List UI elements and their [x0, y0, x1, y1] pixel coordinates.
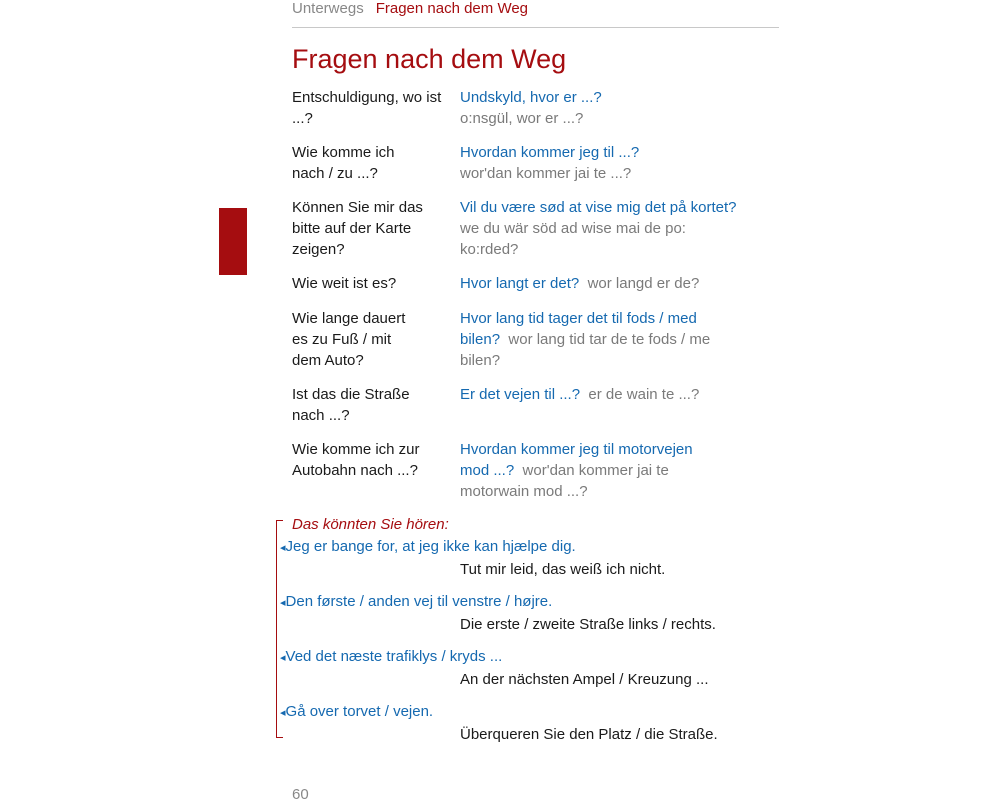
german-translation: An der nächsten Ampel / Kreuzung ...	[460, 671, 709, 688]
pronunciation: wor'dan kommer jai te motorwain mod ...?	[460, 462, 669, 500]
arrow-left-icon: ◂	[280, 597, 286, 609]
hear-item	[280, 646, 780, 690]
german-phrase: Wie lange dauert es zu Fuß / mit dem Auto?	[292, 310, 406, 369]
running-header	[292, 0, 528, 18]
hear-section-heading: Das könnten Sie hören:	[292, 516, 449, 533]
page-title: Fragen nach dem Weg	[292, 44, 567, 74]
german-phrase: Ist das die Straße nach ...?	[292, 386, 410, 424]
german-translation: Die erste / zweite Straße links / rechts.	[460, 616, 716, 633]
arrow-left-icon: ◂	[280, 707, 286, 719]
pronunciation: o:nsgül, wor er ...?	[460, 110, 584, 127]
german-phrase: Können Sie mir das bitte auf der Karte zeigen?	[292, 199, 423, 258]
danish-phrase: Gå over torvet / vejen.	[285, 703, 434, 720]
pronunciation: wor langd er de?	[587, 275, 700, 292]
german-phrase: Wie weit ist es?	[292, 275, 397, 292]
danish-phrase: Jeg er bange for, at jeg ikke kan hjælpe dig.	[285, 538, 576, 555]
arrow-left-icon: ◂	[280, 542, 286, 554]
danish-phrase: Hvordan kommer jeg til ...?	[460, 144, 640, 161]
danish-phrase: Undskyld, hvor er ...?	[460, 89, 602, 106]
page-number: 60	[292, 786, 309, 803]
german-phrase: Entschuldigung, wo ist ...?	[292, 89, 442, 127]
german-translation: Tut mir leid, das weiß ich nicht.	[460, 561, 666, 578]
section-label: Unterwegs	[292, 0, 364, 17]
header-divider	[292, 27, 779, 28]
arrow-left-icon: ◂	[280, 652, 286, 664]
danish-phrase: Er det vejen til ...?	[460, 386, 581, 403]
hear-item	[280, 591, 780, 635]
chapter-tab-marker	[219, 208, 247, 275]
pronunciation: er de wain te ...?	[588, 386, 700, 403]
german-phrase: Wie komme ich zur Autobahn nach ...?	[292, 441, 420, 479]
danish-phrase: Hvor langt er det?	[460, 275, 580, 292]
danish-phrase: Hvordan kommer jeg til motorvejen mod ...?	[460, 441, 693, 479]
danish-phrase: Hvor lang tid tager det til fods / med bilen?	[460, 310, 697, 348]
hear-item	[280, 536, 780, 580]
pronunciation: wor lang tid tar de te fods / me bilen?	[460, 331, 711, 369]
german-phrase: Wie komme ich nach / zu ...?	[292, 144, 395, 182]
hear-item	[280, 701, 780, 745]
current-topic: Fragen nach dem Weg	[375, 0, 529, 17]
danish-phrase: Den første / anden vej til venstre / højre.	[285, 593, 553, 610]
pronunciation: we du wär söd ad wise mai de po: ko:rded?	[460, 220, 686, 258]
pronunciation: wor'dan kommer jai te ...?	[460, 165, 632, 182]
german-translation: Überqueren Sie den Platz / die Straße.	[460, 726, 718, 743]
danish-phrase: Ved det næste trafiklys / kryds ...	[285, 648, 503, 665]
danish-phrase: Vil du være sød at vise mig det på kortet?	[460, 199, 737, 216]
